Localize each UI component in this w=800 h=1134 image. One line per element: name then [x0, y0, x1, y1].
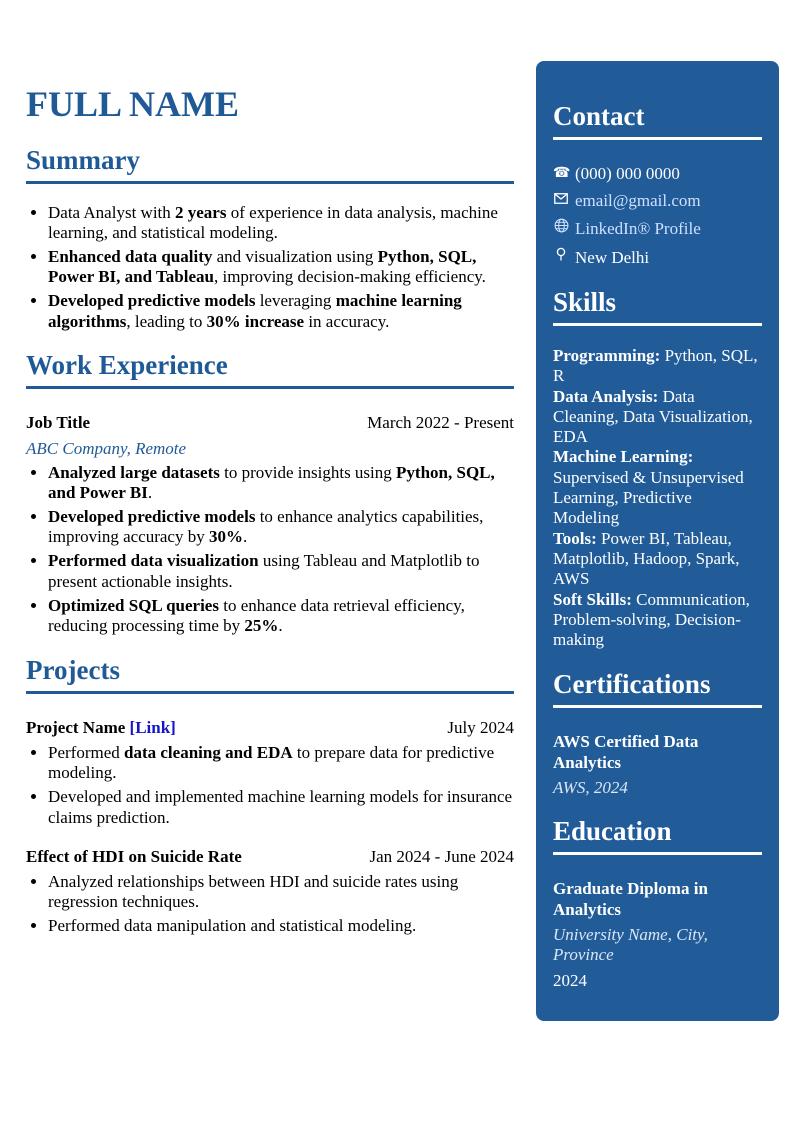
experience-divider: [26, 386, 514, 389]
project-date: Jan 2024 - June 2024: [369, 846, 514, 866]
project-bullet: • Developed and implemented machine learning models for insurance claims prediction.: [48, 787, 514, 828]
skills-divider: [553, 323, 762, 326]
full-name: FULL NAME: [26, 84, 240, 124]
globe-icon: [553, 218, 569, 240]
summary-bullet: • Enhanced data quality and visualization using Python, SQL, Power BI, and Tableau, improving decision-making efficiency.: [48, 247, 514, 288]
experience-section: [26, 348, 514, 636]
certification-item: [553, 732, 762, 798]
education-school: University Name, City, Province: [553, 924, 708, 965]
skills-list: [553, 346, 762, 650]
project-list: [26, 743, 514, 828]
envelope-icon: [553, 191, 569, 211]
project-header: [26, 847, 514, 867]
sidebar: [536, 61, 779, 1021]
experience-heading: Work Experience: [26, 349, 228, 380]
contact-location: New Delhi: [553, 247, 762, 268]
project-header: [26, 718, 514, 738]
phone-icon: ☎: [553, 166, 571, 181]
certification-issuer: AWS, 2024: [553, 778, 628, 798]
summary-list: [26, 203, 514, 332]
main-column: [26, 82, 514, 940]
project-list: [26, 872, 514, 936]
project-bullet: • Analyzed relationships between HDI and suicide rates using regression techniques.: [48, 872, 514, 913]
job-header: [26, 413, 514, 433]
certifications-divider: [553, 705, 762, 708]
project-bullet: • Performed data cleaning and EDA to prepare data for predictive modeling.: [48, 743, 514, 784]
skill-item: Machine Learning: Supervised & Unsupervised Learning, Predictive Modeling: [553, 447, 744, 528]
education-item: [553, 879, 762, 990]
job-dates: March 2022 - Present: [367, 412, 514, 432]
certifications-heading: Certifications: [553, 669, 711, 700]
experience-list: [26, 463, 514, 636]
job-title: Job Title: [26, 412, 91, 432]
summary-bullet: • Developed predictive models leveraging machine learning algorithms, leading to 30% increase in accuracy.: [48, 291, 514, 332]
experience-bullet: • Analyzed large datasets to provide insights using Python, SQL, and Power BI.: [48, 463, 514, 504]
education-divider: [553, 852, 762, 855]
contact-heading: Contact: [553, 101, 645, 131]
skills-heading: Skills: [553, 287, 617, 317]
location-pin-icon: [553, 247, 569, 268]
experience-bullet: • Performed data visualization using Tableau and Matplotlib to present actionable insights.: [48, 551, 514, 592]
summary-heading: Summary: [26, 145, 140, 175]
project-link[interactable]: [Link]: [129, 718, 176, 738]
skill-item: Programming: Python, SQL, R: [553, 346, 758, 386]
experience-bullet: • Optimized SQL queries to enhance data retrieval efficiency, reducing processing time by 25%.: [48, 596, 514, 637]
education-heading: Education: [553, 816, 672, 847]
project-date: July 2024: [447, 718, 514, 738]
projects-divider: [26, 691, 514, 694]
contact-list: [553, 164, 762, 268]
projects-section: [26, 653, 514, 936]
contact-email[interactable]: email@gmail.com: [553, 191, 762, 211]
certification-name: AWS Certified Data Analytics: [553, 732, 699, 772]
education-year: 2024: [553, 970, 587, 990]
project-name: Effect of HDI on Suicide Rate: [26, 846, 242, 866]
contact-phone: ☎ (000) 000 0000: [553, 164, 680, 183]
summary-section: [26, 143, 514, 332]
education-degree: Graduate Diploma in Analytics: [553, 879, 708, 919]
experience-bullet: • Developed predictive models to enhance analytics capabilities, improving accuracy by 30%.: [48, 507, 514, 548]
project-name: Project Name: [26, 718, 126, 738]
job-company: ABC Company, Remote: [26, 438, 187, 458]
skill-item: Data Analysis: Data Cleaning, Data Visualization, EDA: [553, 386, 753, 447]
projects-heading: Projects: [26, 655, 120, 686]
summary-bullet: • Data Analyst with 2 years of experience in data analysis, machine learning, and statistical modeling.: [48, 203, 514, 244]
skill-item: Soft Skills: Communication, Problem-solving, Decision-making: [553, 589, 750, 650]
contact-divider: [553, 137, 762, 140]
summary-divider: [26, 181, 514, 184]
skill-item: Tools: Power BI, Tableau, Matplotlib, Hadoop, Spark, AWS: [553, 528, 740, 589]
project-bullet: • Performed data manipulation and statistical modeling.: [48, 916, 514, 936]
contact-linkedin[interactable]: LinkedIn® Profile: [553, 218, 762, 240]
